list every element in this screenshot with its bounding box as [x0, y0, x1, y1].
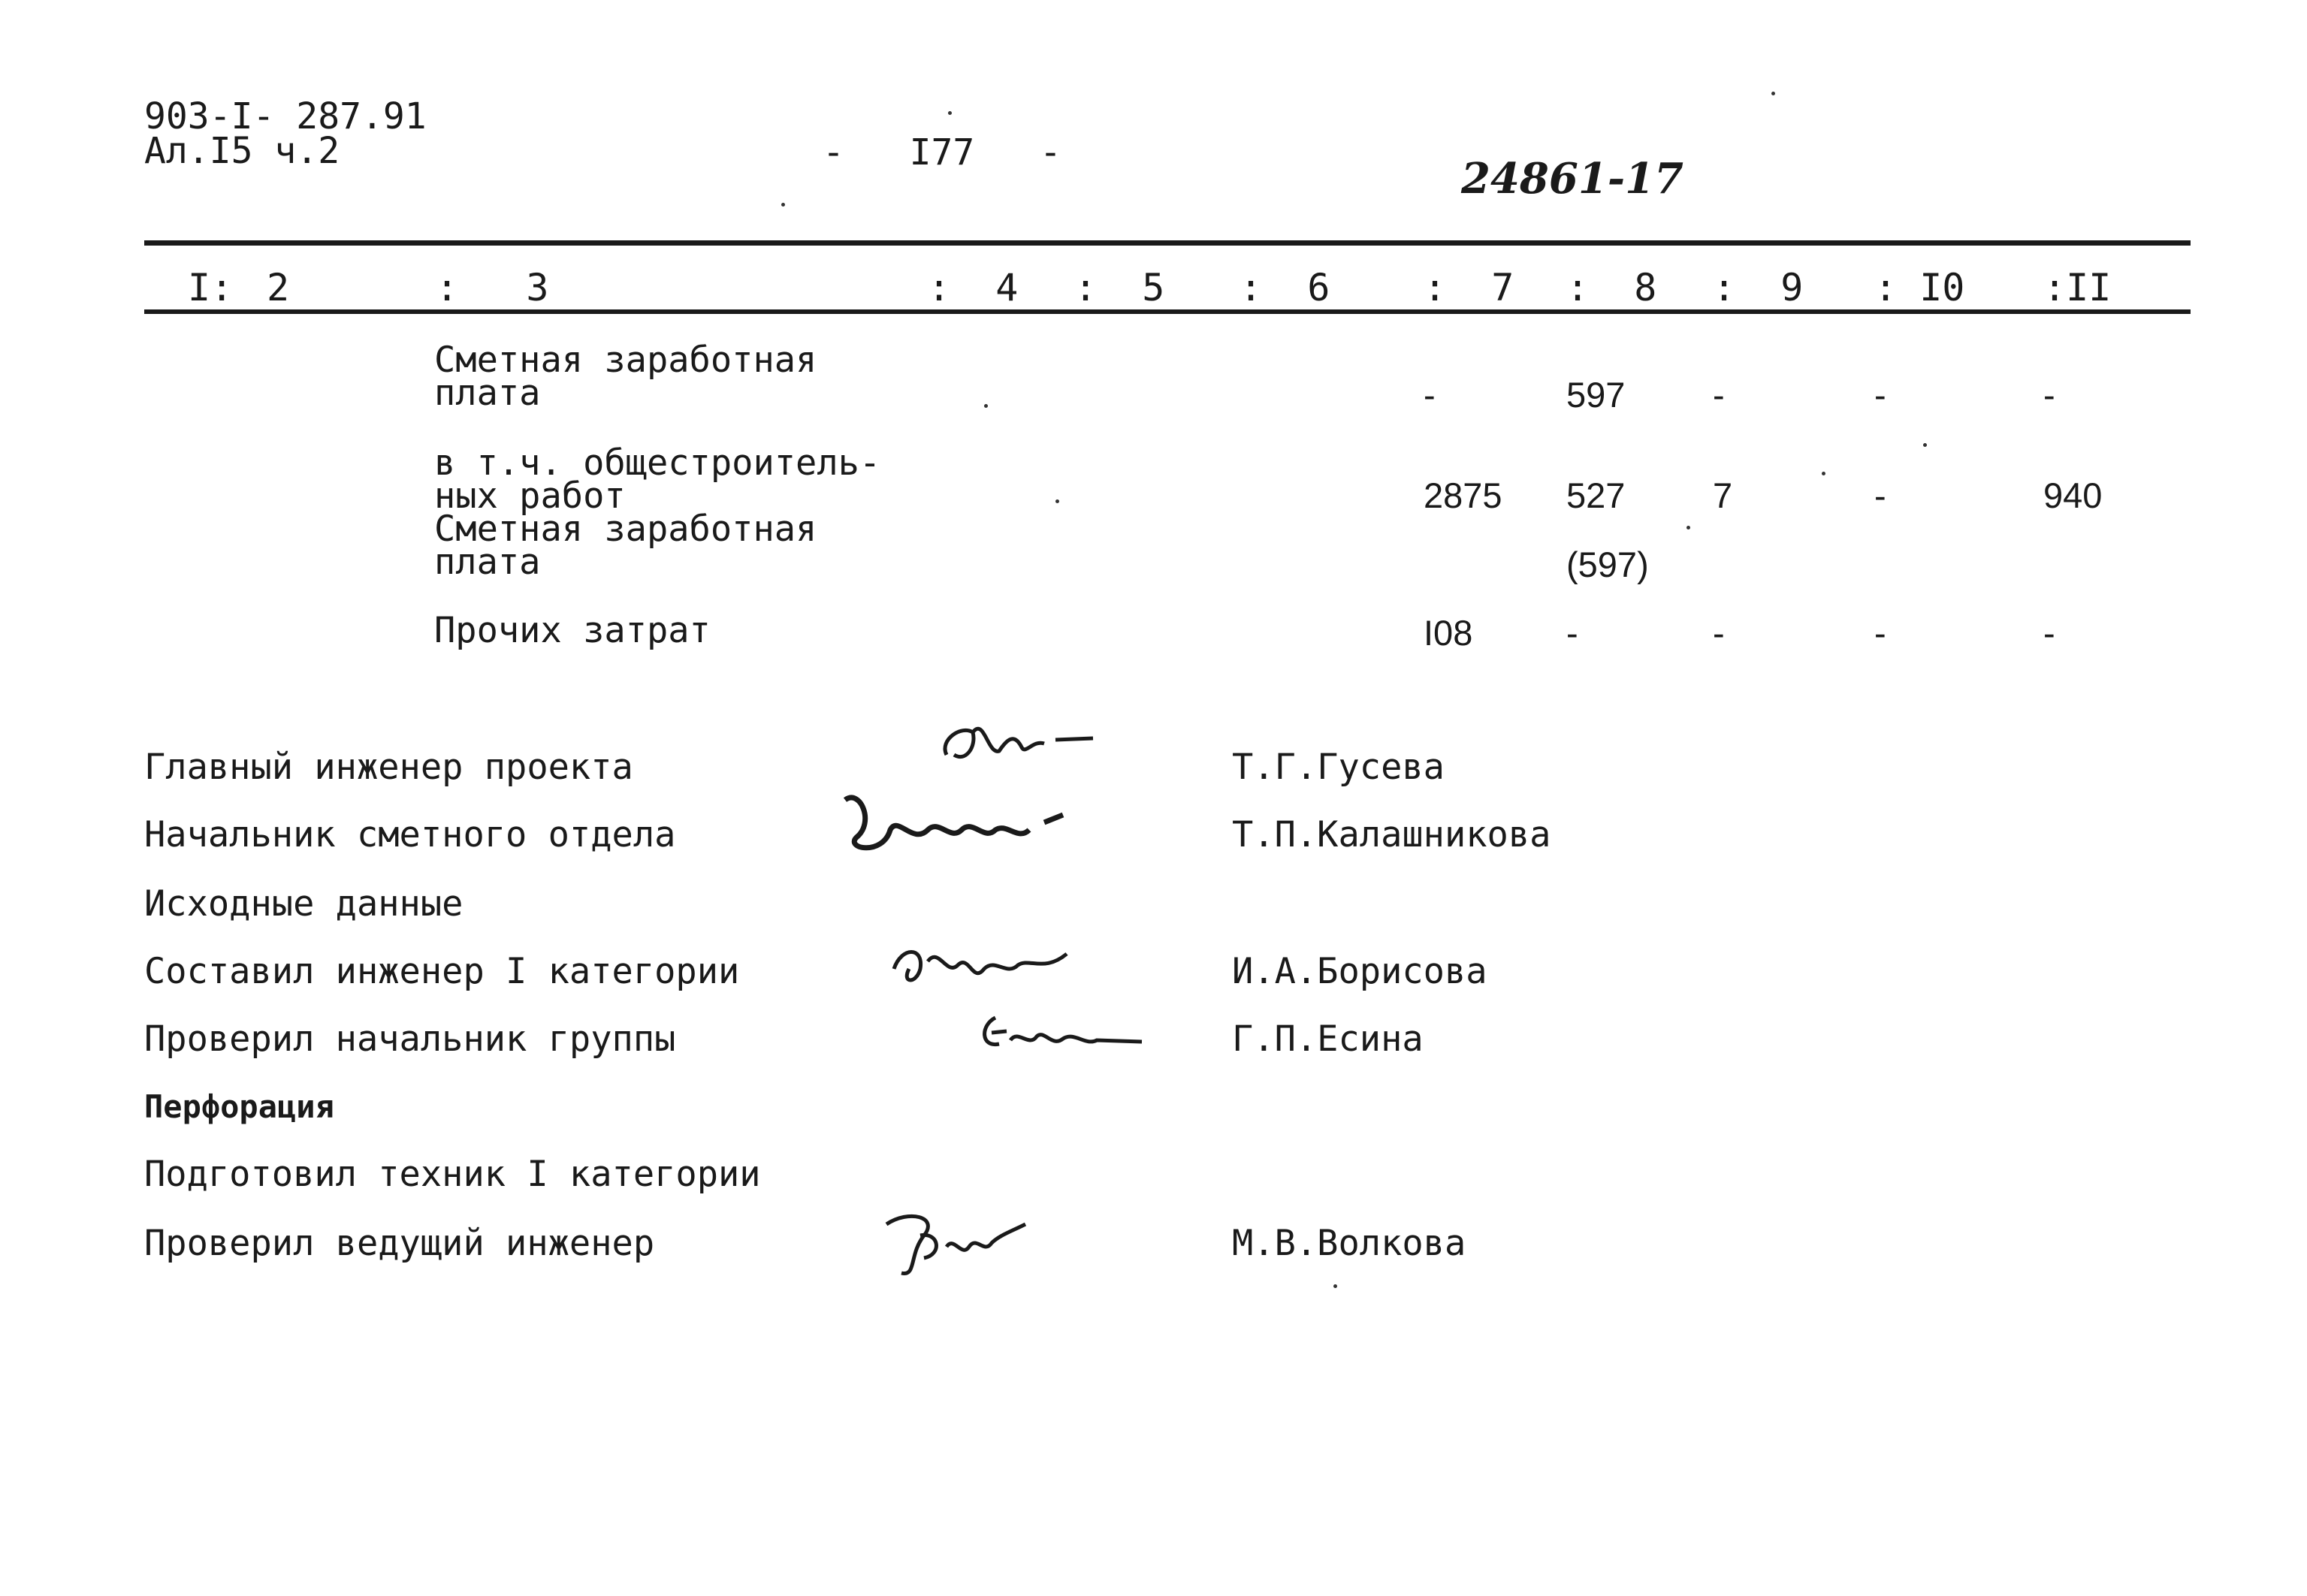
cell-col11: -	[2043, 613, 2055, 653]
column-header-2: 2	[267, 266, 290, 309]
cell-col8: 527	[1566, 475, 1626, 515]
cell-col9: 7	[1713, 475, 1733, 515]
cell-col11: 940	[2043, 475, 2103, 515]
signature-role: Проверил начальник группы	[144, 1018, 676, 1060]
cell-col9: -	[1713, 375, 1725, 415]
column-header-4: : 4	[928, 266, 1019, 309]
page-number: - I77 -	[823, 131, 1061, 173]
cell-col7: 2875	[1424, 475, 1502, 515]
signature-role: Начальник сметного отдела	[144, 814, 676, 855]
signature-role: Исходные данные	[144, 883, 464, 925]
signature-role: Главный инженер проекта	[144, 747, 633, 788]
row-label: в т.ч. общестроитель- ных работ Сметная заработная плата	[434, 442, 881, 583]
row-label: Прочих затрат	[434, 610, 711, 651]
cell-col9: -	[1713, 613, 1725, 653]
handwritten-signature	[932, 710, 1097, 777]
column-header-10: : I0	[1874, 266, 1965, 309]
column-header-11: :II	[2043, 266, 2112, 309]
column-header-6: : 6	[1240, 266, 1330, 309]
scan-speck	[1686, 526, 1690, 529]
handwritten-signature	[973, 1003, 1146, 1063]
scan-speck	[1771, 92, 1775, 95]
table-top-rule	[144, 240, 2191, 246]
table-header-rule	[144, 309, 2191, 314]
scan-speck	[948, 111, 952, 115]
scan-speck	[984, 404, 988, 408]
signature-role: Проверил ведущий инженер	[144, 1223, 655, 1264]
column-header-7: : 7	[1424, 266, 1514, 309]
signature-name: М.В.Волкова	[1232, 1223, 1466, 1264]
scan-speck	[781, 203, 785, 207]
document-code: 903-I- 287.91	[144, 95, 427, 137]
signature-name: И.А.Борисова	[1232, 951, 1487, 992]
handwritten-reference: 24861-17	[1461, 154, 1683, 204]
handwritten-signature	[838, 785, 1070, 867]
scan-speck	[1822, 472, 1825, 475]
signature-role: Подготовил техник I категории	[144, 1154, 761, 1195]
album-part: Ал.I5 ч.2	[144, 130, 340, 172]
signature-name: Г.П.Есина	[1232, 1018, 1424, 1060]
handwritten-signature	[879, 1202, 1029, 1284]
cell-col10: -	[1874, 375, 1886, 415]
cell-col10: -	[1874, 613, 1886, 653]
cell-col10: -	[1874, 475, 1886, 515]
signature-role: Составил инженер I категории	[144, 951, 740, 992]
cell-col8: 597	[1566, 375, 1626, 415]
cell-col8: -	[1566, 613, 1578, 653]
column-header-8: : 8	[1566, 266, 1657, 309]
signature-name: Т.Г.Гусева	[1232, 747, 1445, 788]
scan-speck	[1333, 1284, 1337, 1288]
column-header-3: : 3	[436, 266, 549, 309]
column-header-1: I:	[188, 266, 234, 309]
signature-name: Т.П.Калашникова	[1232, 814, 1551, 855]
cell-col8-bracketed: (597)	[1566, 545, 1649, 584]
cell-col7: I08	[1424, 613, 1473, 653]
column-header-9: : 9	[1713, 266, 1804, 309]
scan-speck	[1055, 499, 1059, 503]
column-header-5: : 5	[1074, 266, 1165, 309]
signature-role: Перфорация	[144, 1088, 334, 1125]
cell-col11: -	[2043, 375, 2055, 415]
handwritten-signature	[886, 931, 1074, 999]
row-label: Сметная заработная плата	[434, 339, 817, 414]
scan-speck	[1923, 443, 1927, 447]
cell-col7: -	[1424, 375, 1436, 415]
